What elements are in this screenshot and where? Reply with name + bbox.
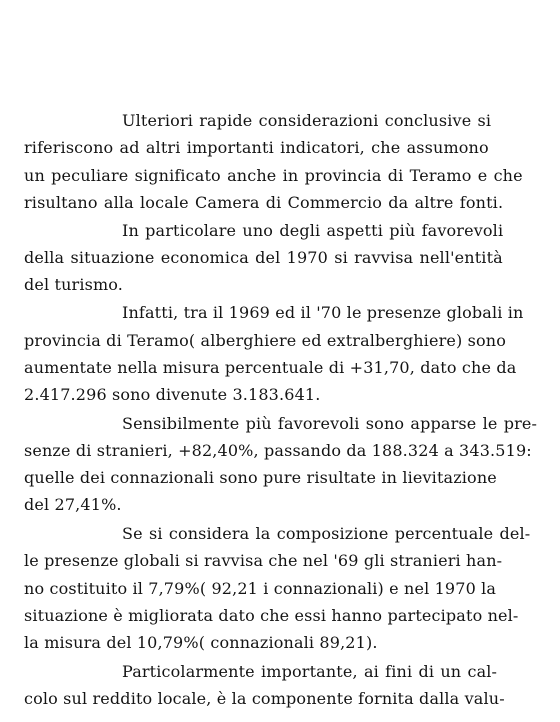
text-line-4: risultano alla locale Camera di Commercio da altre fonti.: [24, 193, 504, 212]
text-line-17: le presenze globali si ravvisa che nel '69 gli stranieri han-: [24, 551, 503, 570]
text-line-9: provincia di Teramo( alberghiere ed extralberghiere) sono: [24, 331, 506, 350]
text-line-16: Se si considera la composizione percentuale del-: [122, 524, 531, 543]
text-line-6: della situazione economica del 1970 si ravvisa nell'entità: [24, 248, 503, 267]
text-line-10: aumentate nella misura percentuale di +31,70, dato che da: [24, 358, 517, 377]
text-line-1: Ulteriori rapide considerazioni conclusive si: [122, 111, 492, 130]
text-line-3: un peculiare significato anche in provincia di Teramo e che: [24, 166, 523, 185]
text-line-7: del turismo.: [24, 275, 124, 294]
text-line-18: no costituito il 7,79%( 92,21 i connazionali) e nel 1970 la: [24, 579, 497, 598]
text-line-13: senze di stranieri, +82,40%, passando da 188.324 a 343.519:: [24, 441, 532, 460]
text-line-5: In particolare uno degli aspetti più favorevoli: [122, 221, 504, 240]
text-line-8: Infatti, tra il 1969 ed il '70 le presenze globali in: [122, 303, 524, 322]
text-line-19: situazione è migliorata dato che essi hanno partecipato nel-: [24, 606, 519, 625]
text-line-15: del 27,41%.: [24, 495, 122, 514]
text-line-11: 2.417.296 sono divenute 3.183.641.: [24, 385, 321, 404]
text-line-2: riferiscono ad altri importanti indicatori, che assumono: [24, 138, 489, 157]
text-line-12: Sensibilmente più favorevoli sono apparse le pre-: [122, 414, 538, 433]
text-line-14: quelle dei connazionali sono pure risultate in lievitazione: [24, 468, 497, 487]
text-line-22: colo sul reddito locale, è la componente fornita dalla valu-: [24, 689, 505, 708]
text-line-20: la misura del 10,79%( connazionali 89,21).: [24, 633, 378, 652]
text-line-21: Particolarmente importante, ai fini di un cal-: [122, 662, 498, 681]
